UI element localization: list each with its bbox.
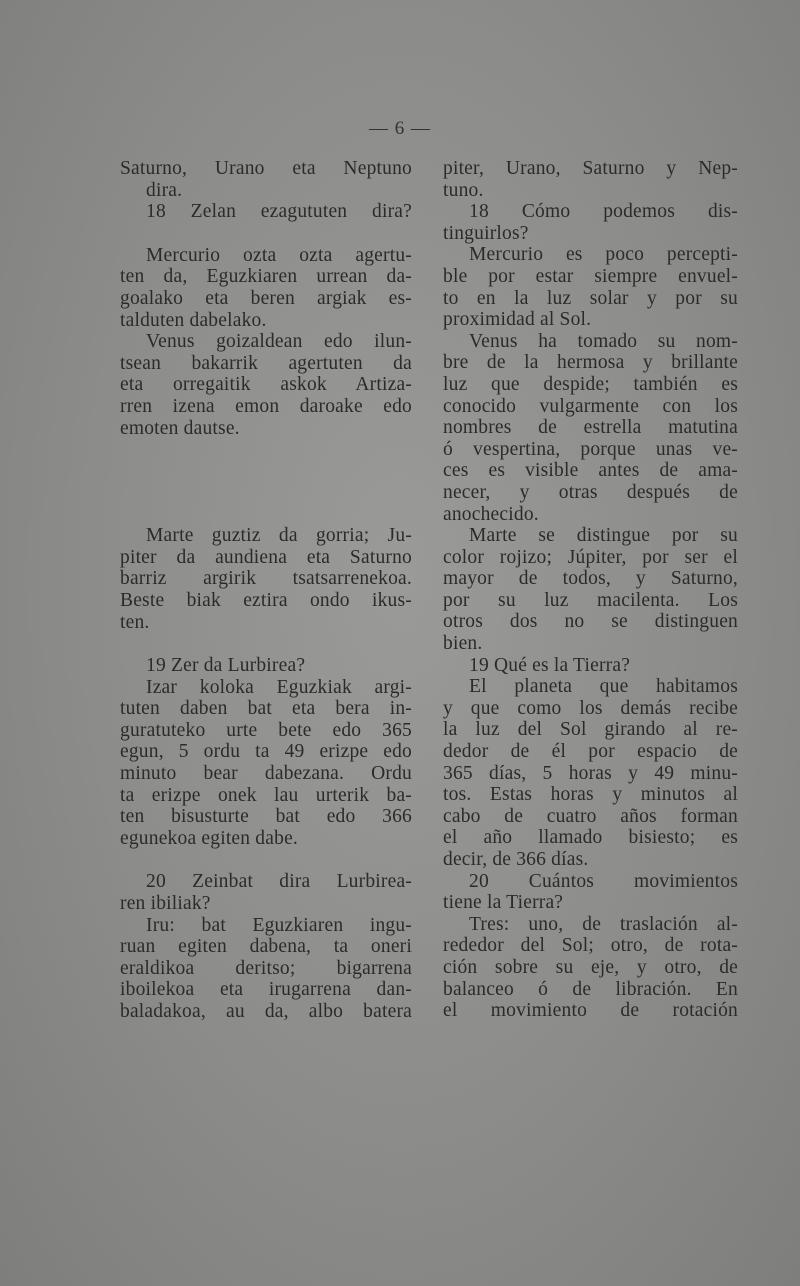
text-line: eta orregaitik askok Artiza- [120, 374, 412, 396]
text-line: color rojizo; Júpiter, por ser el [443, 546, 738, 568]
text-line: conocido vulgarmente con los [443, 395, 738, 417]
text-line: eraldikoa deritso; bigarrena [120, 957, 412, 979]
text-line: dedor de él por espacio de [443, 741, 738, 763]
text-line: piter da aundiena eta Saturno [120, 546, 412, 568]
text-line: Venus goizaldean edo ilun- [146, 331, 412, 353]
question-heading: 19 Qué es la Tierra? [469, 654, 631, 676]
text-line: luz que despide; también es [443, 373, 738, 395]
text-line: Venus ha tomado su nom- [469, 330, 738, 352]
text-line: y que como los demás recibe [443, 697, 738, 719]
text-line: barriz argirik tsatsarrenekoa. [120, 568, 412, 590]
text-line: egunekoa egiten dabe. [120, 827, 298, 849]
text-line: proximidad al Sol. [443, 309, 592, 331]
text-line: emoten dautse. [120, 417, 240, 439]
text-line: baladakoa, au da, albo batera [120, 1001, 412, 1022]
text-line: ta erizpe onek lau urterik ba- [120, 784, 412, 806]
text-line: tuno. [443, 179, 484, 201]
text-line: rededor del Sol; otro, de rota- [443, 935, 738, 957]
text-line: ble por estar siempre envuel- [443, 265, 738, 287]
question-heading: 19 Zer da Lurbirea? [146, 655, 306, 677]
text-line: bien. [443, 633, 483, 655]
text-line: cabo de cuatro años forman [443, 805, 738, 827]
question-heading: tiene la Tierra? [443, 892, 564, 914]
text-line: tos. Estas horas y minutos al [443, 784, 738, 806]
text-line: decir, de 366 días. [443, 849, 589, 870]
spanish-column [443, 158, 738, 1022]
text-line: nombres de estrella matutina [443, 417, 738, 439]
text-line: otros dos no se distinguen [443, 611, 738, 633]
text-line: Marte guztiz da gorria; Ju- [146, 525, 412, 547]
text-line: ó vespertina, porque unas ve- [443, 438, 738, 460]
text-line: egun, 5 ordu ta 49 erizpe edo [120, 741, 412, 763]
text-line: tsean bakarrik agertuten da [120, 352, 412, 374]
question-heading: tinguirlos? [443, 222, 529, 244]
question-heading: 18 Cómo podemos dis- [469, 201, 738, 223]
text-line: el año llamado bisiesto; es [443, 827, 738, 849]
text-line: anochecido. [443, 503, 539, 525]
text-line: ces es visible antes de ama- [443, 460, 738, 482]
text-line: balanceo ó de libración. En [443, 978, 738, 1000]
text-line: el movimiento de rotación [443, 1000, 738, 1022]
text-line: ruan egiten dabena, ta oneri [120, 936, 412, 958]
text-line: 365 días, 5 horas y 49 minu- [443, 762, 738, 784]
text-line: iboilekoa eta irugarrena dan- [120, 979, 412, 1001]
text-line: rren izena emon daroake edo [120, 395, 412, 417]
text-line: guratuteko urte bete edo 365 [120, 719, 412, 741]
question-heading: 18 Zelan ezagututen dira? [146, 201, 412, 223]
text-line: Izar koloka Eguzkiak argi- [146, 676, 412, 698]
text-line: mayor de todos, y Saturno, [443, 568, 738, 590]
text-line: Beste biak eztira ondo ikus- [120, 589, 412, 611]
text-line: Mercurio es poco percepti- [469, 244, 738, 266]
question-heading: 20 Zeinbat dira Lurbirea- [146, 871, 412, 893]
text-line: dira. [146, 179, 183, 201]
text-line: talduten dabelako. [120, 309, 267, 331]
text-line: piter, Urano, Saturno y Nep- [443, 158, 738, 179]
text-line: El planeta que habitamos [469, 676, 738, 698]
text-line: to en la luz solar y por su [443, 287, 738, 309]
page-number: — 6 — [369, 118, 431, 139]
text-line: ten. [120, 611, 150, 633]
text-line: minuto bear dabezana. Ordu [120, 763, 412, 785]
text-line: ten da, Eguzkiaren urrean da- [120, 266, 412, 288]
text-line: tuten daben bat eta bera in- [120, 698, 412, 720]
text-line: por su luz macilenta. Los [443, 589, 738, 611]
text-line: ción sobre su eje, y otro, de [443, 956, 738, 978]
text-line: bre de la hermosa y brillante [443, 352, 738, 374]
text-line: Iru: bat Eguzkiaren ingu- [146, 914, 412, 936]
text-line: ten bisusturte bat edo 366 [120, 806, 412, 828]
text-line: Saturno, Urano eta Neptuno [120, 158, 412, 179]
text-line: Tres: uno, de traslación al- [469, 913, 738, 935]
text-line: necer, y otras después de [443, 481, 738, 503]
text-line: la luz del Sol girando al re- [443, 719, 738, 741]
text-line: goalako eta beren argiak es- [120, 287, 412, 309]
question-heading: ren ibiliak? [120, 893, 211, 915]
text-line: Mercurio ozta ozta agertu- [146, 244, 412, 266]
basque-column [120, 158, 412, 1023]
question-heading: 20 Cuántos movimientos [469, 870, 738, 892]
text-line: Marte se distingue por su [469, 525, 738, 547]
